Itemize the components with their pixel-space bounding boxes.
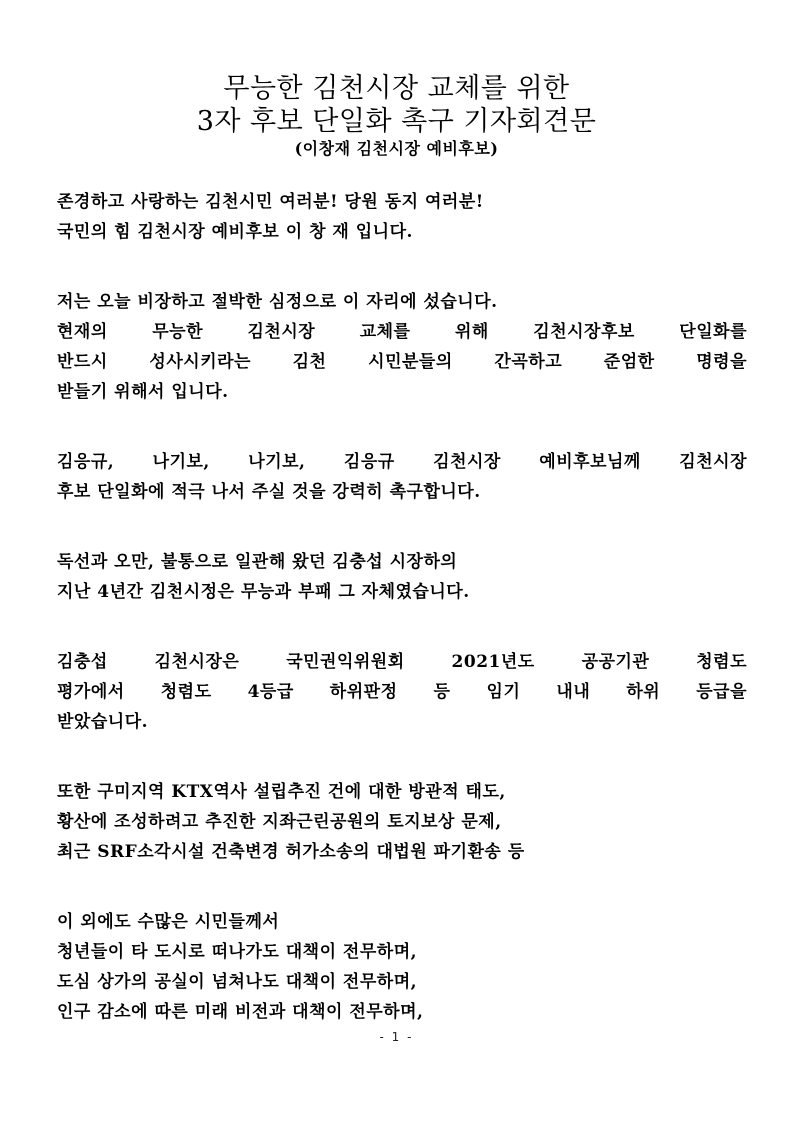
document-body <box>57 187 747 1027</box>
body-line: 김응규, 나기보, 나기보, 김응규 김천시장 예비후보님께 김천시장 <box>57 452 747 472</box>
body-line: 저는 오늘 비장하고 절박한 심정으로 이 자리에 섰습니다. <box>57 292 498 312</box>
paragraph-appeal <box>57 447 747 507</box>
body-line: 황산에 조성하려고 추진한 지좌근린공원의 토지보상 문제, <box>57 812 502 832</box>
body-line: 청년들이 타 도시로 떠나가도 대책이 전무하며, <box>57 942 418 962</box>
document-subtitle: (이창재 김천시장 예비후보) <box>294 139 499 158</box>
body-line: 받았습니다. <box>57 712 149 732</box>
body-line: 독선과 오만, 불통으로 일관해 왔던 김충섭 시장하의 <box>57 552 458 572</box>
paragraph-criticism <box>57 547 747 607</box>
body-line: 국민의 힘 김천시장 예비후보 이 창 재 입니다. <box>57 222 413 242</box>
title-block <box>0 72 793 160</box>
body-line: 현재의 무능한 김천시장 교체를 위해 김천시장후보 단일화를 <box>57 322 747 342</box>
paragraph-citizens <box>57 907 747 1027</box>
body-line: 평가에서 청렴도 4등급 하위판정 등 임기 내내 하위 등급을 <box>57 682 747 702</box>
document-title-line-2: 3자 후보 단일화 촉구 기자회견문 <box>196 106 597 137</box>
body-line: 김충섭 김천시장은 국민권익위원회 2021년도 공공기관 청렴도 <box>57 652 747 672</box>
paragraph-greeting <box>57 187 747 247</box>
body-line: 인구 감소에 따른 미래 비전과 대책이 전무하며, <box>57 1002 424 1022</box>
body-line: 반드시 성사시키라는 김천 시민분들의 간곡하고 준엄한 명령을 <box>57 352 747 372</box>
body-line: 존경하고 사랑하는 김천시민 여러분! 당원 동지 여러분! <box>57 192 484 212</box>
body-line: 도심 상가의 공실이 넘쳐나도 대책이 전무하며, <box>57 972 418 992</box>
body-line: 지난 4년간 김천시정은 무능과 부패 그 자체였습니다. <box>57 582 470 602</box>
body-line: 최근 SRF소각시설 건축변경 허가소송의 대법원 파기환송 등 <box>57 842 525 862</box>
paragraph-purpose <box>57 287 747 407</box>
page-number: - 1 - <box>379 1030 414 1044</box>
paragraph-issues <box>57 777 747 867</box>
document-title-line-1: 무능한 김천시장 교체를 위한 <box>223 73 570 104</box>
paragraph-integrity <box>57 647 747 737</box>
body-line: 또한 구미지역 KTX역사 설립추진 건에 대한 방관적 태도, <box>57 782 506 802</box>
body-line: 후보 단일화에 적극 나서 주실 것을 강력히 촉구합니다. <box>57 482 481 502</box>
body-line: 받들기 위해서 입니다. <box>57 382 229 402</box>
body-line: 이 외에도 수많은 시민들께서 <box>57 912 280 932</box>
